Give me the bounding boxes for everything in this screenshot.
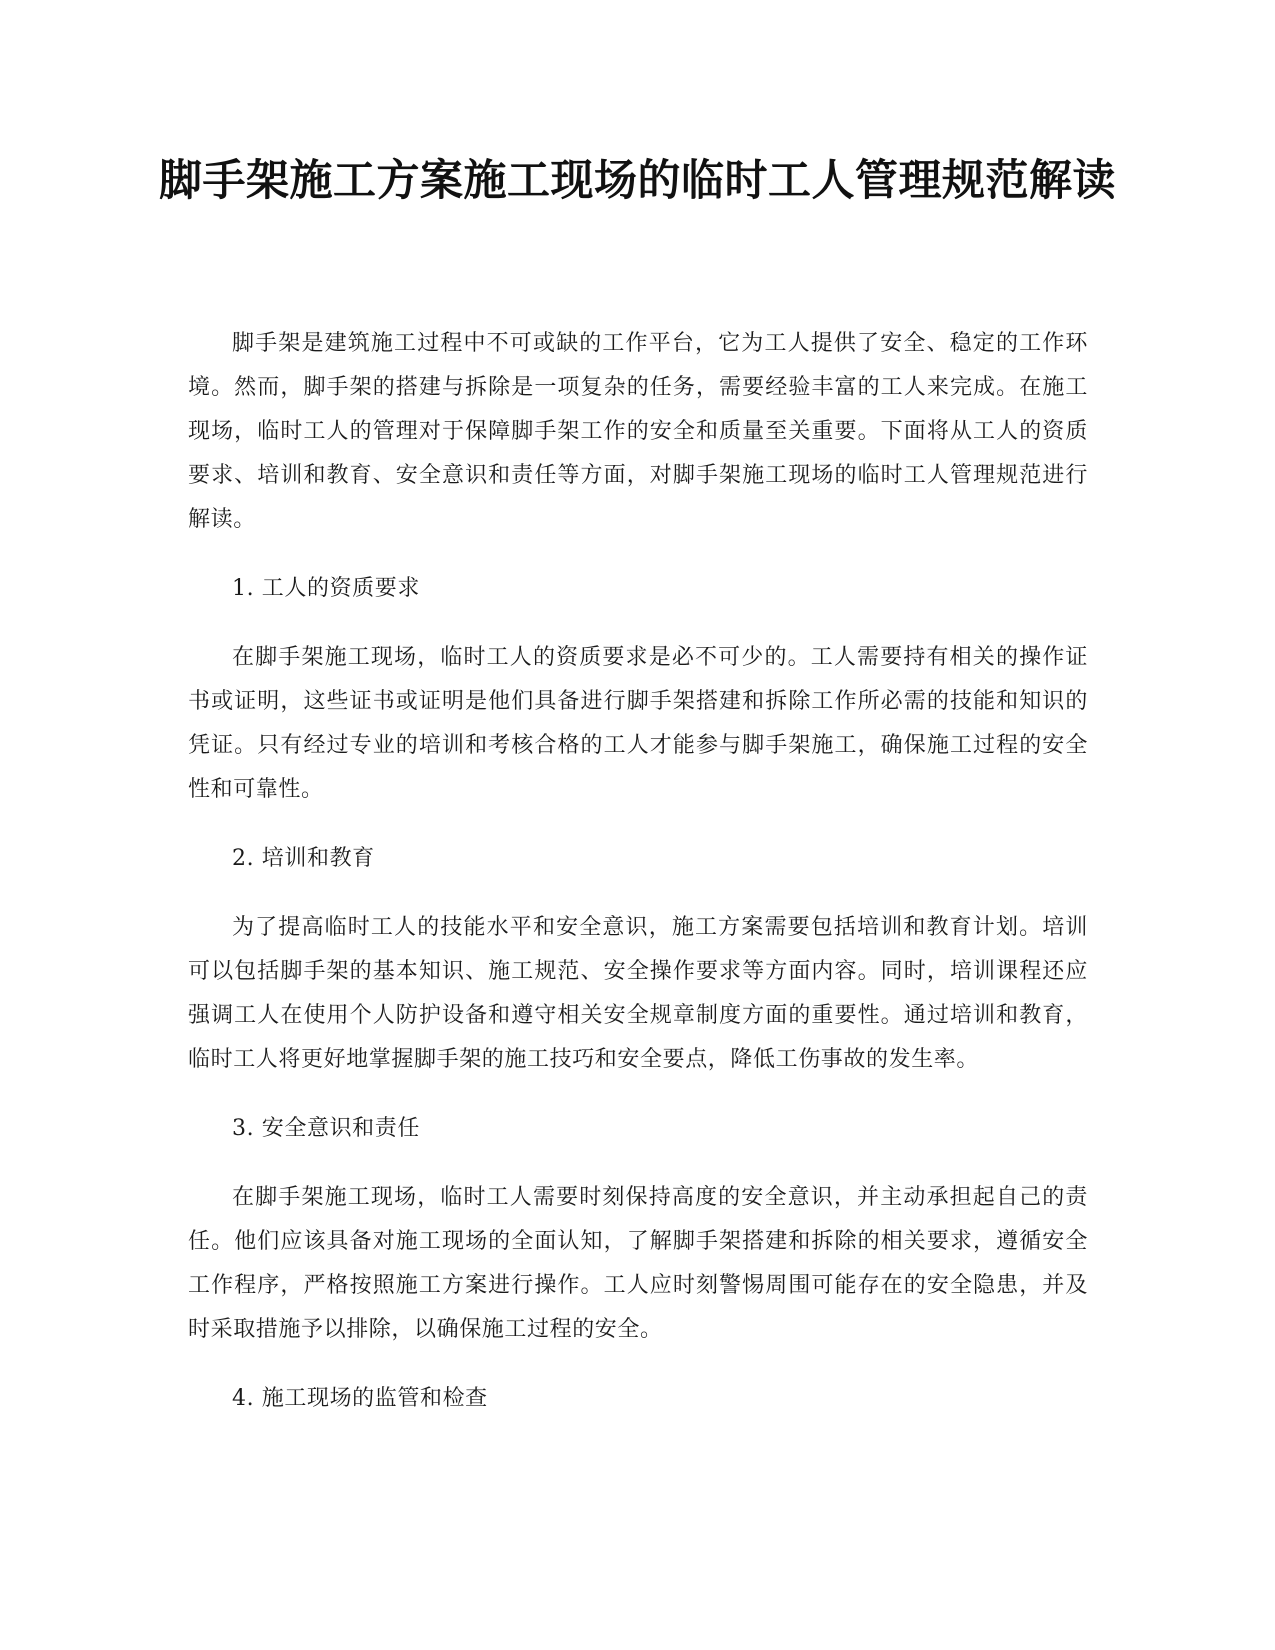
document-body [188,322,1088,1446]
section-heading: 3. 安全意识和责任 [232,1116,420,1141]
intro-paragraph: 脚手架是建筑施工过程中不可或缺的工作平台，它为工人提供了安全、稳定的工作环境。然而，脚手架的搭建与拆除是一项复杂的任务，需要经验丰富的工人来完成。在施工现场，临时工人的管理对于保障脚手架工作的安全和质量至关重要。下面将从工人的资质要求、培训和教育、安全意识和责任等方面，对脚手架施工现场的临时工人管理规范进行解读。 [188,331,1088,532]
section-heading: 4. 施工现场的监管和检查 [232,1386,488,1411]
section-heading: 1. 工人的资质要求 [232,576,420,601]
section-paragraph: 在脚手架施工现场，临时工人需要时刻保持高度的安全意识，并主动承担起自己的责任。他们应该具备对施工现场的全面认知，了解脚手架搭建和拆除的相关要求，遵循安全工作程序，严格按照施工方案进行操作。工人应时刻警惕周围可能存在的安全隐患，并及时采取措施予以排除，以确保施工过程的安全。 [188,1185,1088,1342]
section-paragraph: 在脚手架施工现场，临时工人的资质要求是必不可少的。工人需要持有相关的操作证书或证明，这些证书或证明是他们具备进行脚手架搭建和拆除工作所必需的技能和知识的凭证。只有经过专业的培训和考核合格的工人才能参与脚手架施工，确保施工过程的安全性和可靠性。 [188,645,1088,802]
section-paragraph: 为了提高临时工人的技能水平和安全意识，施工方案需要包括培训和教育计划。培训可以包括脚手架的基本知识、施工规范、安全操作要求等方面内容。同时，培训课程还应强调工人在使用个人防护设备和遵守相关安全规章制度方面的重要性。通过培训和教育，临时工人将更好地掌握脚手架的施工技巧和安全要点，降低工伤事故的发生率。 [188,915,1088,1072]
section-heading: 2. 培训和教育 [232,846,375,871]
document-title: 脚手架施工方案施工现场的临时工人管理规范解读 [159,156,1116,206]
